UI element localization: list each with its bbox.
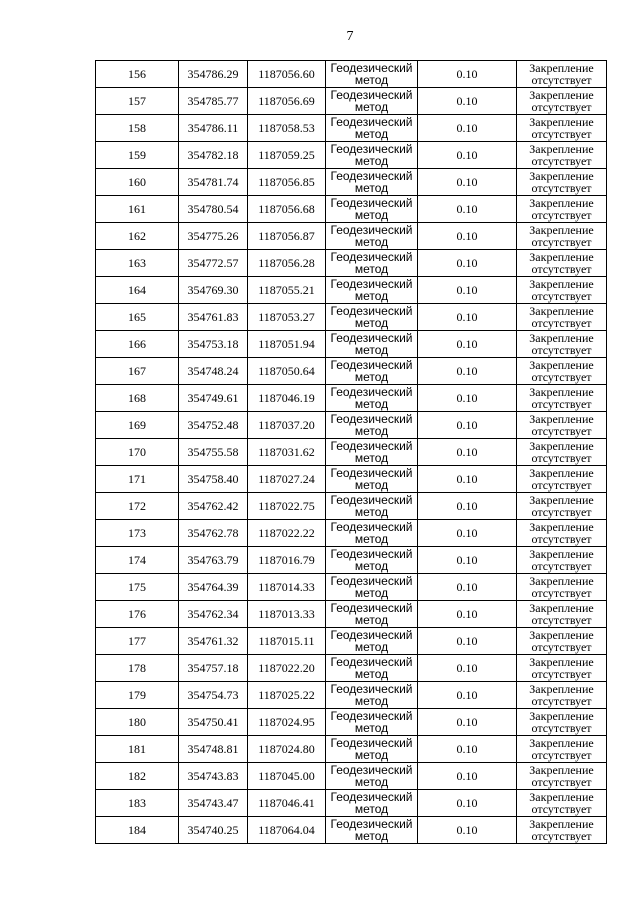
cell-x-coordinate: 354750.41: [179, 709, 248, 736]
cell-accuracy: 0.10: [418, 709, 517, 736]
cell-fixing: Закрепление отсутствует: [517, 817, 607, 844]
cell-method: Геодезический метод: [326, 439, 418, 466]
cell-x-coordinate: 354786.29: [179, 61, 248, 88]
table-row: [96, 763, 607, 790]
cell-accuracy: 0.10: [418, 574, 517, 601]
cell-fixing: Закрепление отсутствует: [517, 466, 607, 493]
cell-accuracy: 0.10: [418, 223, 517, 250]
table-row: [96, 304, 607, 331]
cell-fixing: Закрепление отсутствует: [517, 628, 607, 655]
cell-x-coordinate: 354764.39: [179, 574, 248, 601]
table-row: [96, 61, 607, 88]
cell-y-coordinate: 1187037.20: [248, 412, 326, 439]
cell-method: Геодезический метод: [326, 88, 418, 115]
cell-fixing: Закрепление отсутствует: [517, 493, 607, 520]
cell-fixing: Закрепление отсутствует: [517, 385, 607, 412]
cell-fixing: Закрепление отсутствует: [517, 277, 607, 304]
cell-accuracy: 0.10: [418, 790, 517, 817]
cell-point-number: 163: [96, 250, 179, 277]
cell-accuracy: 0.10: [418, 601, 517, 628]
cell-x-coordinate: 354761.32: [179, 628, 248, 655]
cell-x-coordinate: 354781.74: [179, 169, 248, 196]
table-row: [96, 574, 607, 601]
cell-accuracy: 0.10: [418, 547, 517, 574]
cell-y-coordinate: 1187031.62: [248, 439, 326, 466]
cell-fixing: Закрепление отсутствует: [517, 115, 607, 142]
cell-accuracy: 0.10: [418, 736, 517, 763]
cell-y-coordinate: 1187064.04: [248, 817, 326, 844]
cell-y-coordinate: 1187024.95: [248, 709, 326, 736]
cell-accuracy: 0.10: [418, 817, 517, 844]
cell-fixing: Закрепление отсутствует: [517, 736, 607, 763]
cell-x-coordinate: 354782.18: [179, 142, 248, 169]
cell-method: Геодезический метод: [326, 142, 418, 169]
cell-method: Геодезический метод: [326, 763, 418, 790]
cell-accuracy: 0.10: [418, 682, 517, 709]
cell-x-coordinate: 354755.58: [179, 439, 248, 466]
cell-point-number: 180: [96, 709, 179, 736]
cell-point-number: 168: [96, 385, 179, 412]
cell-fixing: Закрепление отсутствует: [517, 655, 607, 682]
cell-x-coordinate: 354762.42: [179, 493, 248, 520]
cell-y-coordinate: 1187051.94: [248, 331, 326, 358]
cell-method: Геодезический метод: [326, 196, 418, 223]
cell-y-coordinate: 1187053.27: [248, 304, 326, 331]
cell-fixing: Закрепление отсутствует: [517, 223, 607, 250]
cell-x-coordinate: 354740.25: [179, 817, 248, 844]
cell-method: Геодезический метод: [326, 574, 418, 601]
table-row: [96, 250, 607, 277]
table-row: [96, 412, 607, 439]
cell-accuracy: 0.10: [418, 520, 517, 547]
table-row: [96, 196, 607, 223]
cell-x-coordinate: 354786.11: [179, 115, 248, 142]
cell-x-coordinate: 354757.18: [179, 655, 248, 682]
cell-method: Геодезический метод: [326, 547, 418, 574]
cell-x-coordinate: 354762.78: [179, 520, 248, 547]
cell-point-number: 179: [96, 682, 179, 709]
cell-fixing: Закрепление отсутствует: [517, 682, 607, 709]
cell-point-number: 178: [96, 655, 179, 682]
cell-x-coordinate: 354752.48: [179, 412, 248, 439]
cell-fixing: Закрепление отсутствует: [517, 250, 607, 277]
cell-point-number: 165: [96, 304, 179, 331]
cell-fixing: Закрепление отсутствует: [517, 331, 607, 358]
cell-method: Геодезический метод: [326, 331, 418, 358]
cell-method: Геодезический метод: [326, 601, 418, 628]
cell-y-coordinate: 1187056.87: [248, 223, 326, 250]
cell-point-number: 160: [96, 169, 179, 196]
table-row: [96, 682, 607, 709]
table-row: [96, 169, 607, 196]
cell-point-number: 161: [96, 196, 179, 223]
cell-x-coordinate: 354769.30: [179, 277, 248, 304]
table-row: [96, 142, 607, 169]
cell-point-number: 169: [96, 412, 179, 439]
table-row: [96, 277, 607, 304]
cell-y-coordinate: 1187016.79: [248, 547, 326, 574]
table-row: [96, 466, 607, 493]
cell-method: Геодезический метод: [326, 466, 418, 493]
cell-y-coordinate: 1187013.33: [248, 601, 326, 628]
table-row: [96, 736, 607, 763]
cell-x-coordinate: 354743.83: [179, 763, 248, 790]
cell-point-number: 174: [96, 547, 179, 574]
table-row: [96, 547, 607, 574]
cell-method: Геодезический метод: [326, 250, 418, 277]
cell-method: Геодезический метод: [326, 358, 418, 385]
cell-method: Геодезический метод: [326, 223, 418, 250]
cell-x-coordinate: 354763.79: [179, 547, 248, 574]
cell-fixing: Закрепление отсутствует: [517, 61, 607, 88]
cell-fixing: Закрепление отсутствует: [517, 142, 607, 169]
table-row: [96, 88, 607, 115]
cell-y-coordinate: 1187056.60: [248, 61, 326, 88]
table-row: [96, 115, 607, 142]
table-body: [96, 61, 607, 844]
cell-point-number: 182: [96, 763, 179, 790]
cell-accuracy: 0.10: [418, 493, 517, 520]
cell-y-coordinate: 1187024.80: [248, 736, 326, 763]
cell-method: Геодезический метод: [326, 628, 418, 655]
cell-point-number: 156: [96, 61, 179, 88]
cell-accuracy: 0.10: [418, 88, 517, 115]
cell-x-coordinate: 354772.57: [179, 250, 248, 277]
table-row: [96, 439, 607, 466]
cell-fixing: Закрепление отсутствует: [517, 169, 607, 196]
cell-y-coordinate: 1187046.41: [248, 790, 326, 817]
cell-y-coordinate: 1187046.19: [248, 385, 326, 412]
cell-accuracy: 0.10: [418, 250, 517, 277]
cell-y-coordinate: 1187050.64: [248, 358, 326, 385]
cell-accuracy: 0.10: [418, 142, 517, 169]
cell-x-coordinate: 354775.26: [179, 223, 248, 250]
cell-accuracy: 0.10: [418, 304, 517, 331]
cell-accuracy: 0.10: [418, 115, 517, 142]
table-row: [96, 223, 607, 250]
table-row: [96, 628, 607, 655]
cell-y-coordinate: 1187055.21: [248, 277, 326, 304]
cell-method: Геодезический метод: [326, 61, 418, 88]
cell-y-coordinate: 1187059.25: [248, 142, 326, 169]
cell-point-number: 171: [96, 466, 179, 493]
cell-y-coordinate: 1187022.20: [248, 655, 326, 682]
cell-accuracy: 0.10: [418, 655, 517, 682]
cell-point-number: 157: [96, 88, 179, 115]
cell-fixing: Закрепление отсутствует: [517, 601, 607, 628]
cell-y-coordinate: 1187022.75: [248, 493, 326, 520]
cell-point-number: 167: [96, 358, 179, 385]
cell-accuracy: 0.10: [418, 61, 517, 88]
cell-x-coordinate: 354749.61: [179, 385, 248, 412]
cell-point-number: 170: [96, 439, 179, 466]
cell-x-coordinate: 354748.81: [179, 736, 248, 763]
cell-point-number: 172: [96, 493, 179, 520]
cell-accuracy: 0.10: [418, 358, 517, 385]
cell-x-coordinate: 354762.34: [179, 601, 248, 628]
cell-accuracy: 0.10: [418, 466, 517, 493]
cell-point-number: 166: [96, 331, 179, 358]
cell-accuracy: 0.10: [418, 763, 517, 790]
table-row: [96, 331, 607, 358]
cell-point-number: 175: [96, 574, 179, 601]
cell-accuracy: 0.10: [418, 169, 517, 196]
cell-point-number: 159: [96, 142, 179, 169]
cell-fixing: Закрепление отсутствует: [517, 358, 607, 385]
cell-method: Геодезический метод: [326, 493, 418, 520]
table-row: [96, 385, 607, 412]
cell-accuracy: 0.10: [418, 385, 517, 412]
cell-fixing: Закрепление отсутствует: [517, 412, 607, 439]
cell-x-coordinate: 354780.54: [179, 196, 248, 223]
cell-y-coordinate: 1187058.53: [248, 115, 326, 142]
cell-point-number: 173: [96, 520, 179, 547]
cell-y-coordinate: 1187025.22: [248, 682, 326, 709]
cell-method: Геодезический метод: [326, 520, 418, 547]
cell-fixing: Закрепление отсутствует: [517, 574, 607, 601]
cell-method: Геодезический метод: [326, 169, 418, 196]
table-row: [96, 493, 607, 520]
coordinates-table: [95, 60, 607, 844]
cell-point-number: 184: [96, 817, 179, 844]
cell-y-coordinate: 1187056.85: [248, 169, 326, 196]
cell-method: Геодезический метод: [326, 115, 418, 142]
cell-fixing: Закрепление отсутствует: [517, 763, 607, 790]
cell-x-coordinate: 354758.40: [179, 466, 248, 493]
cell-point-number: 181: [96, 736, 179, 763]
cell-x-coordinate: 354754.73: [179, 682, 248, 709]
cell-point-number: 162: [96, 223, 179, 250]
cell-y-coordinate: 1187014.33: [248, 574, 326, 601]
cell-fixing: Закрепление отсутствует: [517, 520, 607, 547]
cell-fixing: Закрепление отсутствует: [517, 547, 607, 574]
cell-point-number: 176: [96, 601, 179, 628]
cell-y-coordinate: 1187015.11: [248, 628, 326, 655]
cell-method: Геодезический метод: [326, 736, 418, 763]
table-row: [96, 817, 607, 844]
cell-y-coordinate: 1187056.69: [248, 88, 326, 115]
table-row: [96, 601, 607, 628]
cell-y-coordinate: 1187027.24: [248, 466, 326, 493]
cell-fixing: Закрепление отсутствует: [517, 196, 607, 223]
table-row: [96, 358, 607, 385]
cell-x-coordinate: 354748.24: [179, 358, 248, 385]
cell-y-coordinate: 1187056.68: [248, 196, 326, 223]
cell-point-number: 164: [96, 277, 179, 304]
cell-method: Геодезический метод: [326, 709, 418, 736]
cell-x-coordinate: 354785.77: [179, 88, 248, 115]
table-row: [96, 790, 607, 817]
cell-method: Геодезический метод: [326, 655, 418, 682]
cell-method: Геодезический метод: [326, 817, 418, 844]
cell-point-number: 158: [96, 115, 179, 142]
page-number: 7: [346, 29, 354, 44]
cell-accuracy: 0.10: [418, 331, 517, 358]
cell-accuracy: 0.10: [418, 412, 517, 439]
table-row: [96, 655, 607, 682]
table-row: [96, 520, 607, 547]
cell-fixing: Закрепление отсутствует: [517, 709, 607, 736]
cell-method: Геодезический метод: [326, 412, 418, 439]
cell-x-coordinate: 354761.83: [179, 304, 248, 331]
cell-y-coordinate: 1187056.28: [248, 250, 326, 277]
cell-y-coordinate: 1187022.22: [248, 520, 326, 547]
cell-x-coordinate: 354753.18: [179, 331, 248, 358]
cell-accuracy: 0.10: [418, 277, 517, 304]
cell-method: Геодезический метод: [326, 790, 418, 817]
cell-fixing: Закрепление отсутствует: [517, 88, 607, 115]
cell-accuracy: 0.10: [418, 196, 517, 223]
cell-fixing: Закрепление отсутствует: [517, 304, 607, 331]
cell-accuracy: 0.10: [418, 439, 517, 466]
cell-fixing: Закрепление отсутствует: [517, 439, 607, 466]
cell-x-coordinate: 354743.47: [179, 790, 248, 817]
cell-method: Геодезический метод: [326, 304, 418, 331]
table-row: [96, 709, 607, 736]
cell-point-number: 177: [96, 628, 179, 655]
cell-point-number: 183: [96, 790, 179, 817]
cell-fixing: Закрепление отсутствует: [517, 790, 607, 817]
cell-method: Геодезический метод: [326, 682, 418, 709]
cell-method: Геодезический метод: [326, 385, 418, 412]
cell-accuracy: 0.10: [418, 628, 517, 655]
cell-y-coordinate: 1187045.00: [248, 763, 326, 790]
cell-method: Геодезический метод: [326, 277, 418, 304]
